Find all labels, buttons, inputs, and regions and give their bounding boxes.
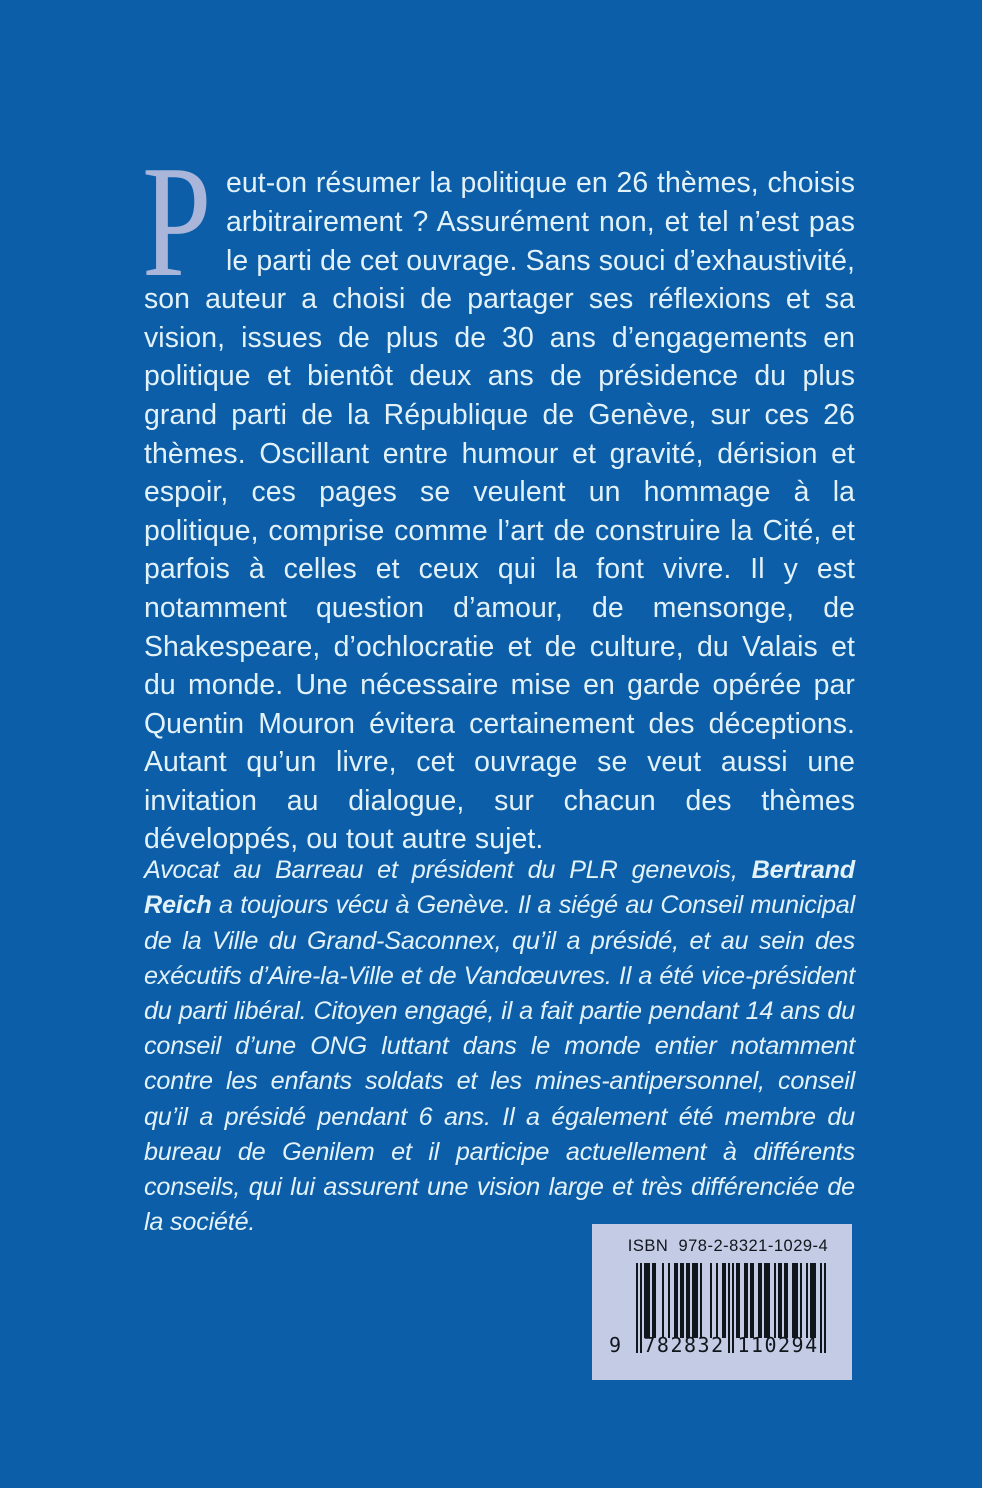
drop-cap: P [142,132,212,311]
author-bio [144,853,855,1240]
barcode-digits-right: 110294 [737,1333,819,1357]
author-name: Bertrand Reich [144,856,855,920]
barcode-digits-left: 782832 [643,1333,725,1357]
bio-text-before-name: Avocat au Barreau et président du PLR genevois, [144,856,752,885]
blurb-paragraph [142,132,855,859]
isbn-label: ISBN 978-2-8321-1029-4 [627,1237,829,1255]
barcode [609,1263,826,1357]
barcode-digits [609,1333,826,1357]
bio-text-after-name: a toujours vécu à Genève. Il a siégé au Conseil municipal de la Ville du Grand-Saconnex, qu’il a présidé, et au sein des exécutifs d’Aire-la-Ville et de Vandœuvres. Il a été vice-président du parti libéral. Citoyen engagé, il a fait partie pendant 14 ans du conseil d’une ONG luttant dans le monde entier notamment contre les enfants soldats et les mines-antipersonnel, conseil qu’il a présidé pendant 6 ans. Il a également été membre du bureau de Genilem et il participe actuellement à différents conseils, qui lui assurent une vision large et très différenciée de la société. [144,891,855,1237]
blurb-text: eut-on résumer la politique en 26 thèmes, choisis arbitrairement ? Assurément non, et tel n’est pas le parti de cet ouvrage. Sans souci d’exhaustivité, son auteur a choisi de partager ses réflexions et sa vision, issues de plus de 30 ans d’engagements en politique et bientôt deux ans de présidence du plus grand parti de la République de Genève, sur ces 26 thèmes. Oscillant entre humour et gravité, dérision et espoir, ces pages se veulent un hommage à la politique, comprise comme l’art de construire la Cité, et parfois à celles et ceux qui la font vivre. Il y est notamment question d’amour, de mensonge, de Shakespeare, d’ochlocratie et de culture, du Valais et du monde. Une nécessaire mise en garde opérée par Quentin Mouron évitera certainement des déceptions. Autant qu’un livre, cet ouvrage se veut aussi une invitation au dialogue, sur chacun des thèmes développés, ou tout autre sujet. [144,167,855,856]
isbn-barcode-box [592,1224,852,1380]
barcode-digit-first: 9 [609,1333,622,1357]
